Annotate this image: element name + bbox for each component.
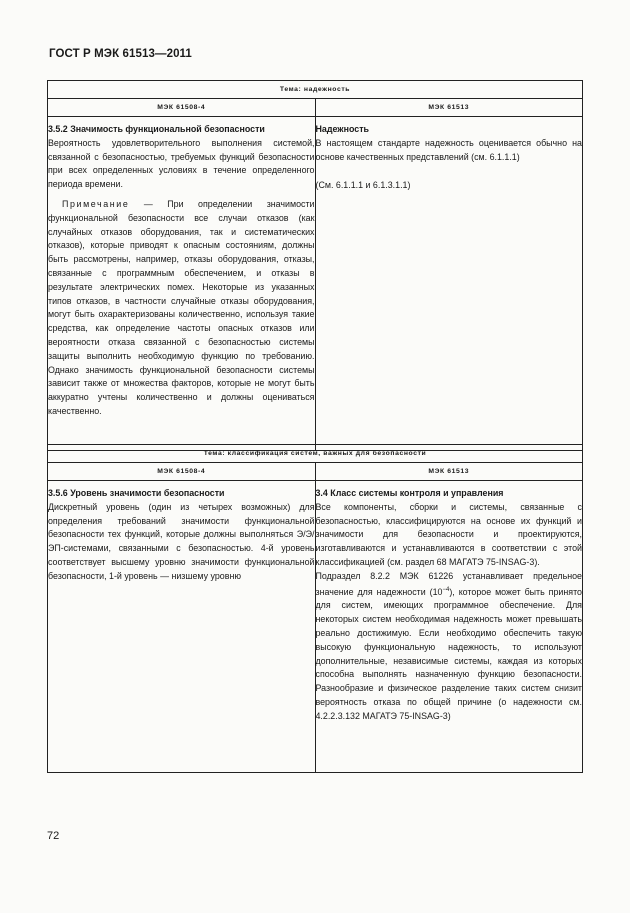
comparison-table-classification [47, 444, 583, 773]
right-content-cell [315, 123, 583, 451]
definition-text: Дискретный уровень (один из четырех возможных) для определения требований значимости функциональной безопасности тех функций, которые должны выполняться Э/Э/ЭП-системами, связанными с безопасностью. 4-й уровень соответствует высшему уровню значимости функциональной безопасности, 1-й уровень — низшему уровню [48, 501, 315, 581]
column-header-left: МЭК 61508-4 [48, 463, 316, 481]
reference-text: (См. 6.1.1.1 и 6.1.3.1.1) [315, 180, 411, 191]
column-header-left: МЭК 61508-4 [48, 99, 316, 117]
exponent: −4 [442, 586, 450, 593]
section-title: 3.4 Класс системы контроля и управления [315, 488, 504, 498]
topic-row [48, 445, 583, 463]
column-header-right: МЭК 61513 [315, 463, 583, 481]
note-label: Примечание [62, 198, 130, 209]
definition-text: Вероятность удовлетворительного выполнения системой, связанной с безопасностью, требуемых функций безопасности при всех определенных условиях в течение определенного периода времени. [48, 137, 315, 190]
section-title: 3.5.6 Уровень значимости безопасности [48, 488, 225, 498]
section-title: 3.5.2 Значимость функциональной безопасности [48, 124, 265, 134]
left-content-cell [48, 487, 316, 773]
column-header-row [48, 463, 583, 481]
section-title: Надежность [315, 124, 369, 134]
comparison-table-reliability [47, 80, 583, 451]
reliability-limit-text: Подраздел 8.2.2 МЭК 61226 устанавливает предельное значение для надежности $(10^{-4})$, которое может быть принято для систем, имеющих программное обеспечение. Для некоторых систем необходимая надежность может превышать реально достижимую. Если необходимо обеспечить такую высокую функциональную надежность, то используют дополнительные, независимые системы, каждая из которых способна выполнять назначенную функцию безопасности. Разнообразие и физическое разделение таких систем снизит вероятность отказа по общей причине (о надежности см. 4.2.2.3.132 МАГАТЭ 75-INSAG-3) [315, 570, 582, 721]
column-header-right: МЭК 61513 [315, 99, 583, 117]
page-number: 72 [47, 830, 60, 842]
document-header: ГОСТ Р МЭК 61513—2011 [49, 48, 192, 60]
note-text: — При определении значимости функциональной безопасности все случаи отказов (как случайных отказов оборудования, так и систематических отказов), которые приводят к опасным состояниям, должны быть рассмотрены, например, отказы оборудования, отказы, связанные с программным обеспечением, и отказы в результате электрических помех. Некоторые из указанных типов отказов, в частности случайные отказы оборудования, могут быть охарактеризованы количественно, используя такие средства, как определение частоты опасных отказов или вероятности отказа связанной с безопасностью системы защиты выполнить необходимую функцию по требованию. Однако значимость функциональной безопасности системы зависит также от множества факторов, которые не могут быть аккуратно учтены количественно и должны оцениваться качественно. [48, 198, 315, 416]
note-paragraph [48, 198, 315, 419]
content-row [48, 487, 583, 773]
column-header-row [48, 99, 583, 117]
definition-text: Все компоненты, сборки и системы, связанные с безопасностью, классифицируются на основе их функций и значимости для безопасности и проектируются, изготавливаются и устанавливаются в соответствии с этой классификацией (см. раздел 68 МАГАТЭ 75-INSAG-3). [315, 501, 582, 567]
topic-cell: Тема: классификация систем, важных для безопасности [48, 445, 583, 463]
definition-text: В настоящем стандарте надежность оценивается обычно на основе качественных представлений (см. 6.1.1.1) [315, 137, 582, 162]
right-content-cell [315, 487, 583, 773]
left-content-cell [48, 123, 316, 451]
topic-row [48, 81, 583, 99]
topic-cell: Тема: надежность [48, 81, 583, 99]
content-row [48, 123, 583, 451]
